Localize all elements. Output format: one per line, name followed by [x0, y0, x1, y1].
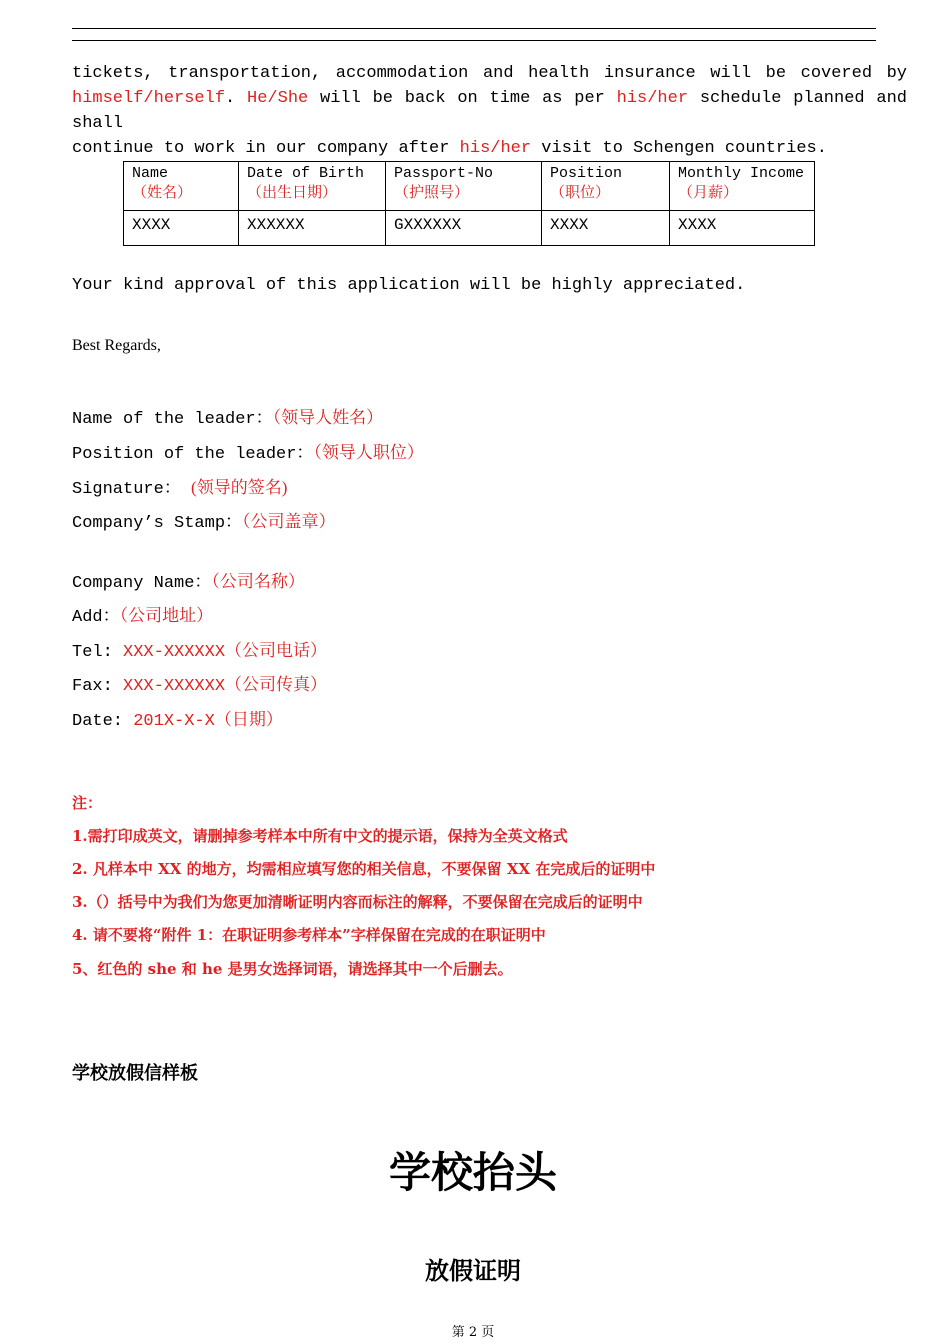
- cell-dob: XXXXXX: [239, 211, 386, 246]
- pronoun-he-she: He/She: [247, 89, 309, 108]
- paragraph-line-1: tickets, transportation, accommodation and health insurance will be covered by: [72, 64, 907, 83]
- return-text: will be back on time as per: [308, 89, 617, 108]
- note-item-1: 1.需打印成英文，请删掉参考样本中所有中文的提示语，保持为全英文格式: [72, 827, 568, 845]
- fax-line: [72, 670, 327, 696]
- approval-sentence: Your kind approval of this application will be highly appreciated.: [72, 276, 746, 295]
- header-name-cn: （姓名）: [132, 185, 193, 202]
- paragraph-line-2: [72, 86, 907, 136]
- table-row: [124, 211, 815, 246]
- date-line: [72, 705, 283, 731]
- stamp-label: Company’s Stamp：: [72, 514, 243, 533]
- header-rule-top: [72, 28, 876, 29]
- header-passport-cn: （护照号）: [394, 185, 470, 202]
- tel-hint: XXX-XXXXXX（公司电话）: [123, 643, 328, 662]
- leader-name-hint: （领导人姓名）: [272, 408, 384, 427]
- company-name-hint: （公司名称）: [211, 572, 305, 591]
- address-hint: （公司地址）: [119, 606, 214, 625]
- company-name-line: [72, 567, 305, 593]
- note-item-5: 5、红色的 she 和 he 是男女选择词语，请选择其中一个后删去。: [72, 960, 513, 978]
- company-name-label: Company Name：: [72, 574, 212, 593]
- notes-title: 注：: [72, 794, 103, 812]
- leader-position-line: [72, 438, 424, 464]
- cell-position: XXXX: [542, 211, 670, 246]
- header-dob-en: Date of Birth: [247, 165, 365, 182]
- note-item-2: 2. 凡样本中 XX 的地方，均需相应填写您的相关信息，不要保留 XX 在完成后的证明中: [72, 860, 656, 878]
- schedule-text: schedule planned and shall: [72, 89, 907, 133]
- signature-line: [72, 473, 287, 499]
- address-line: [72, 601, 213, 627]
- date-label: Date:: [72, 712, 134, 731]
- school-letter-section-title: 学校放假信样板: [72, 1063, 198, 1084]
- header-dob-cn: （出生日期）: [247, 185, 338, 202]
- continue-text: continue to work in our company after: [72, 139, 460, 158]
- header-rule-bottom: [72, 40, 876, 41]
- tel-label: Tel:: [72, 643, 124, 662]
- stamp-line: [72, 507, 336, 533]
- cell-passport: GXXXXXX: [386, 211, 542, 246]
- school-letterhead: 学校抬头: [388, 1148, 557, 1197]
- paragraph-line-3: [72, 136, 907, 161]
- leader-name-line: [72, 403, 383, 429]
- visit-text: visit to Schengen countries.: [531, 139, 827, 158]
- header-position: [542, 162, 670, 211]
- header-passport: [386, 162, 542, 211]
- travel-coverage-paragraph: [72, 61, 907, 161]
- header-passport-en: Passport-No: [394, 165, 494, 182]
- header-income-en: Monthly Income: [678, 165, 805, 182]
- cell-name: XXXX: [124, 211, 239, 246]
- header-income: [670, 162, 815, 211]
- leader-name-label: Name of the leader：: [72, 410, 273, 429]
- pronoun-his-her-2: his/her: [459, 139, 532, 158]
- leave-certificate-title: 放假证明: [425, 1257, 521, 1285]
- header-income-cn: （月薪）: [678, 185, 739, 202]
- note-item-4: 4. 请不要将“附件 1：在职证明参考样本”字样保留在完成的在职证明中: [72, 926, 546, 944]
- tel-line: [72, 636, 327, 662]
- header-position-en: Position: [550, 165, 623, 182]
- period-text: .: [225, 89, 248, 108]
- pronoun-his-her: his/her: [616, 89, 689, 108]
- signature-label: Signature：: [72, 480, 192, 499]
- stamp-hint: （公司盖章）: [242, 512, 336, 531]
- table-header-row: [124, 162, 815, 211]
- address-label: Add：: [72, 608, 120, 627]
- date-hint: 201X-X-X（日期）: [133, 712, 283, 731]
- note-item-3: 3.（）括号中为我们为您更加清晰证明内容而标注的解释，不要保留在完成后的证明中: [72, 893, 643, 911]
- header-position-cn: （职位）: [550, 185, 611, 202]
- header-dob: [239, 162, 386, 211]
- best-regards: Best Regards,: [72, 337, 161, 354]
- header-name: [124, 162, 239, 211]
- signature-hint: (领导的签名): [191, 478, 288, 497]
- fax-hint: XXX-XXXXXX（公司传真）: [123, 677, 328, 696]
- pronoun-himself-herself: himself/herself: [72, 89, 226, 108]
- cell-income: XXXX: [670, 211, 815, 246]
- leader-position-label: Position of the leader：: [72, 445, 314, 464]
- leader-position-hint: （领导人职位）: [313, 443, 424, 462]
- fax-label: Fax:: [72, 677, 124, 696]
- applicant-info-table: [123, 161, 815, 246]
- page-number: 第 2 页: [451, 1325, 495, 1340]
- header-name-en: Name: [132, 165, 169, 182]
